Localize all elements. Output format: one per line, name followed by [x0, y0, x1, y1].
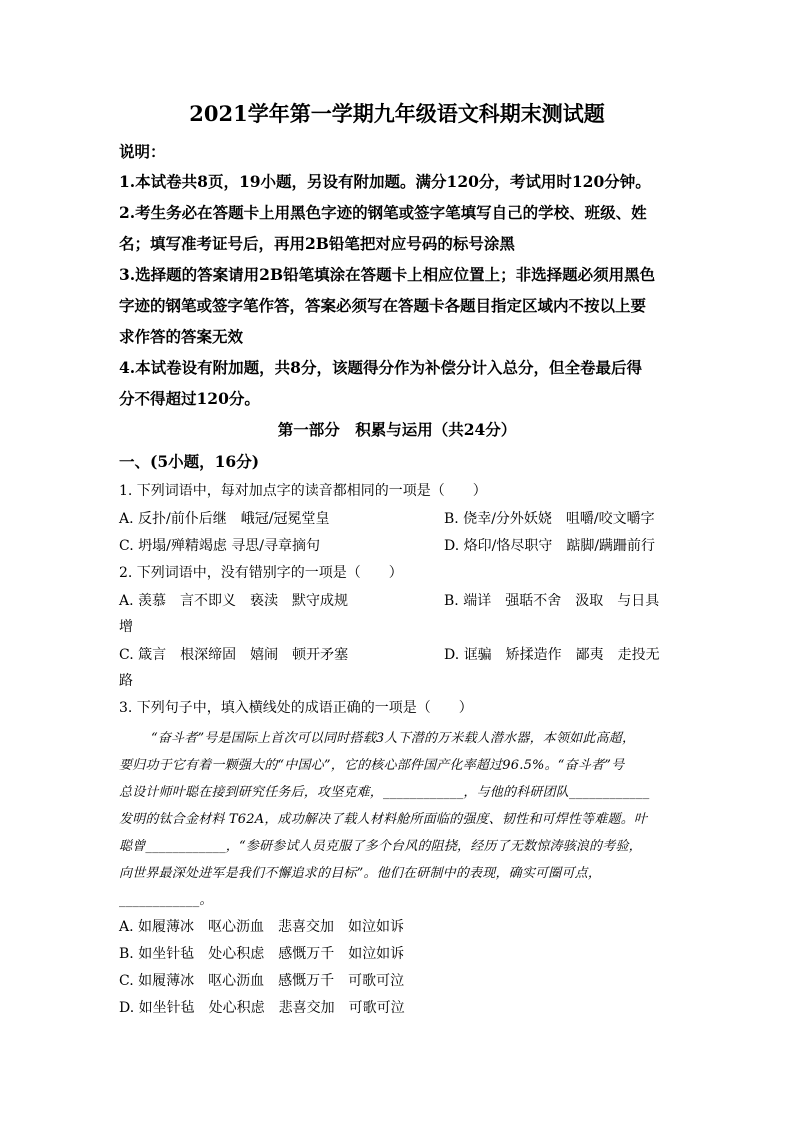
question-2-stem: 2. 下列词语中，没有错别字的一项是（ ）	[119, 565, 403, 581]
passage-line: 发明的钛合金材料 T62A，成功解决了载人材料舱所面临的强度、韧性和可焊性等难题。叶	[119, 812, 648, 827]
exam-title: 2021学年第一学期九年级语文科期末测试题	[189, 101, 605, 126]
passage-line: 向世界最深处进军是我们不懈追求的目标”。他们在研制中的表现，确实可圈可点，	[119, 866, 602, 881]
note-line: 4.本试卷设有附加题，共8分，该题得分作为补偿分计入总分，但全卷最后得	[119, 358, 642, 377]
question-1-option-d: D. 烙印/恪尽职守 踮脚/蹒跚前行	[444, 538, 656, 554]
question-3-option-a: A. 如履薄冰 呕心沥血 悲喜交加 如泣如诉	[119, 919, 405, 935]
question-2-option-b: B. 端详 强聒不舍 汲取 与日具	[444, 593, 660, 609]
passage-line: 总设计师叶聪在接到研究任务后，攻坚克难，____________，与他的科研团队____________	[119, 785, 650, 800]
passage-line: ____________。	[119, 893, 213, 908]
passage-line: “奋斗者”号是国际上首次可以同时搭载3人下潜的万米载人潜水器，本领如此高超，	[151, 731, 636, 746]
section-title: 第一部分 积累与运用（共24分）	[277, 420, 517, 439]
question-3-option-c: C. 如履薄冰 呕心沥血 感慨万千 可歌可泣	[119, 973, 405, 989]
question-2-option-d-wrap: 路	[119, 673, 133, 689]
question-1-stem: 1. 下列词语中，每对加点字的读音都相同的一项是（ ）	[119, 483, 487, 499]
question-2-option-c: C. 箴言 根深缔固 嬉闹 顿开矛塞	[119, 647, 349, 663]
question-2-option-a: A. 羡慕 言不即义 亵渎 默守成规	[119, 593, 349, 609]
note-line: 名；填写准考证号后，再用2B铅笔把对应号码的标号涂黑	[119, 234, 515, 253]
notes-heading: 说明：	[119, 142, 166, 161]
question-2-option-d: D. 诓骗 矫揉造作 鄙夷 走投无	[444, 647, 660, 663]
question-2-option-b-wrap: 增	[119, 619, 133, 635]
question-3-option-d: D. 如坐针毡 处心积虑 悲喜交加 可歌可泣	[119, 1000, 405, 1016]
note-line: 2.考生务必在答题卡上用黑色字迹的钢笔或签字笔填写自己的学校、班级、姓	[119, 203, 647, 222]
question-3-stem: 3. 下列句子中，填入横线处的成语正确的一项是（ ）	[119, 700, 473, 716]
note-line: 1.本试卷共8页，19小题，另设有附加题。满分120分，考试用时120分钟。	[119, 172, 651, 191]
question-1-option-c: C. 坍塌/殚精竭虑 寻思/寻章摘句	[119, 538, 320, 554]
question-3-option-b: B. 如坐针毡 处心积虑 感慨万千 如泣如诉	[119, 946, 405, 962]
note-line: 字迹的钢笔或签字笔作答，答案必须写在答题卡各题目指定区域内不按以上要	[119, 296, 647, 315]
note-line: 分不得超过120分。	[119, 389, 260, 408]
question-1-option-b: B. 侥幸/分外妖娆 咀嚼/咬文嚼字	[444, 511, 655, 527]
passage-line: 要归功于它有着一颗强大的“中国心”，它的核心部件国产化率超过96.5%。“奋斗者”号	[119, 758, 625, 773]
note-line: 3.选择题的答案请用2B铅笔填涂在答题卡上相应位置上；非选择题必须用黑色	[119, 265, 656, 284]
note-line: 求作答的答案无效	[119, 327, 244, 346]
question-1-option-a: A. 反扑/前仆后继 峨冠/冠冕堂皇	[119, 511, 330, 527]
part-heading: 一、(5小题，16分)	[119, 452, 260, 471]
passage-line: 聪曾____________，“参研参试人员克服了多个台风的阻挠，经历了无数惊涛骇浪的考验，	[119, 839, 642, 854]
